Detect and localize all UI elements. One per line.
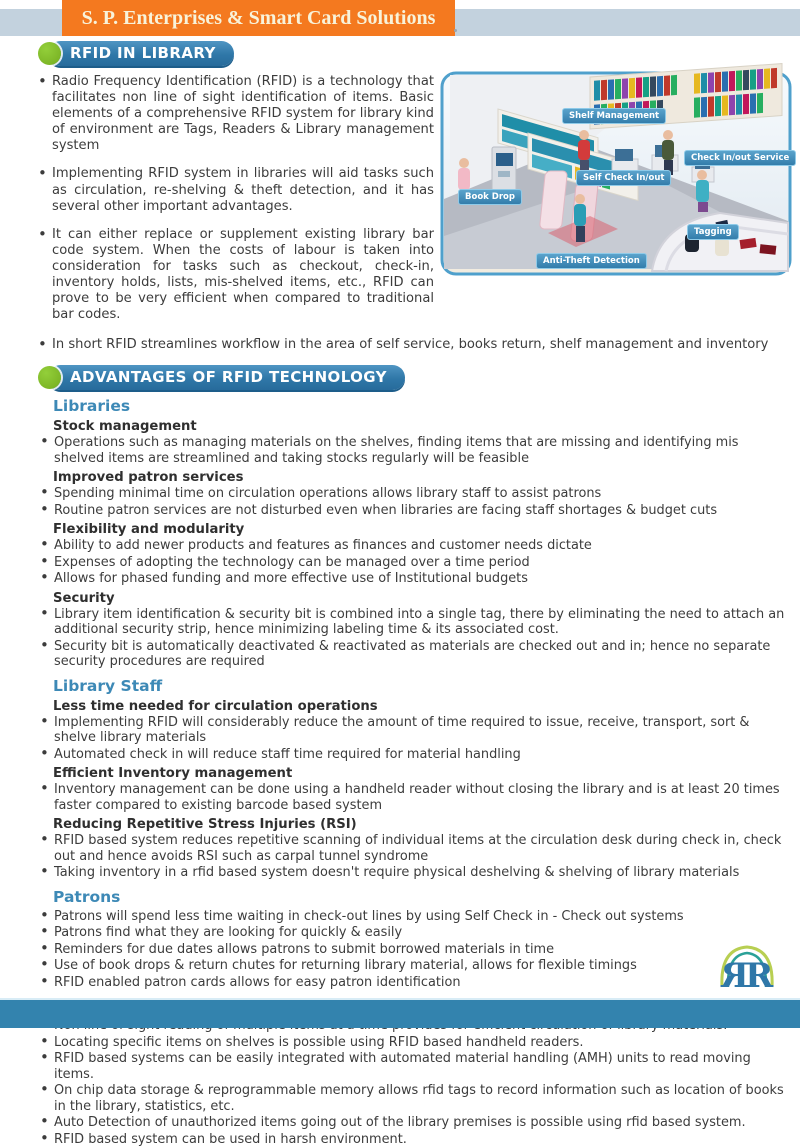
- company-banner: [62, 0, 455, 36]
- print-artifact: [454, 29, 457, 32]
- bullet-item: • RFID enabled patron cards allows for easy patron identification: [40, 975, 786, 991]
- subheading-flexibility-modularity: Flexibility and modularity: [53, 522, 245, 538]
- bullet-item: • In short RFID streamlines workflow in the area of self service, books return, shelf management and inventory: [38, 337, 786, 353]
- section-title-rfid-in-library: RFID IN LIBRARY: [48, 41, 234, 66]
- bullet-list: [40, 782, 786, 813]
- bullet-item: • Spending minimal time on circulation operations allows library staff to assist patrons: [40, 486, 786, 502]
- bullet-item: • Auto Detection of unauthorized items going out of the library premises is possible using rfid based system.: [40, 1115, 786, 1131]
- subheading-stock-management: Stock management: [53, 419, 197, 435]
- bullet-list: [40, 435, 786, 466]
- label-shelf-management: Shelf Management: [562, 108, 666, 124]
- bullet-item: • Implementing RFID will considerably reduce the amount of time required to issue, receive, transport, sort & shelve library materials: [40, 715, 786, 746]
- subheading-improved-patron-services: Improved patron services: [53, 470, 244, 486]
- bullet-item: • Ability to add newer products and features as finances and customer needs dictate: [40, 538, 786, 554]
- bullet-item: • Taking inventory in a rfid based system doesn't require physical deshelving & shelving of library materials: [40, 865, 786, 881]
- group-heading-library-staff: Library Staff: [53, 676, 163, 695]
- bullet-list: [40, 833, 786, 881]
- intro-summary-list: [38, 337, 786, 353]
- intro-text-column: [38, 71, 434, 335]
- bullet-item: • On chip data storage & reprogrammable memory allows rfid tags to record information such as location of books in the library, statistics, etc.: [40, 1083, 786, 1114]
- footer-bar: [0, 998, 800, 1028]
- bullet-list: [40, 1018, 786, 1147]
- bullet-list: [40, 607, 786, 670]
- label-tagging: Tagging: [687, 224, 739, 240]
- bullet-item: • Implementing RFID system in libraries will aid tasks such as circulation, re-shelving & theft detection, and it has several other important advantages.: [38, 166, 434, 214]
- bullet-item: • Allows for phased funding and more effective use of Institutional budgets: [40, 571, 786, 587]
- company-logo-icon: [716, 937, 778, 995]
- bullet-list: [40, 715, 786, 763]
- green-bullet-icon: [38, 42, 61, 65]
- section-title-advantages: ADVANTAGES OF RFID TECHNOLOGY: [48, 365, 405, 390]
- section-header-rfid-in-library: [38, 40, 786, 66]
- bullet-list: [40, 909, 786, 991]
- svg-text:R: R: [720, 956, 749, 996]
- bullet-item: • Patrons will spend less time waiting in check-out lines by using Self Check in - Check out systems: [40, 909, 786, 925]
- label-anti-theft-detection: Anti-Theft Detection: [536, 253, 647, 269]
- subheading-less-time-circulation: Less time needed for circulation operations: [53, 698, 378, 714]
- page-content: [38, 40, 790, 1148]
- library-illustration: [440, 71, 792, 276]
- bullet-item: • Patrons find what they are looking for quickly & easily: [40, 925, 786, 941]
- label-self-check-inout: Self Check In/out: [576, 170, 671, 186]
- bullet-item: • Security bit is automatically deactivated & reactivated as materials are checked out and in; hence no separate security procedures are required: [40, 639, 786, 670]
- bullet-item: • Use of book drops & return chutes for returning library material, allows for flexible timings: [40, 958, 786, 974]
- bullet-list: [40, 486, 786, 518]
- bullet-item: • Library item identification & security bit is combined into a single tag, there by eliminating the need to attach an additional security strip, hence minimizing labeling time & its associated cost.: [40, 607, 786, 638]
- bullet-item: • Operations such as managing materials on the shelves, finding items that are missing and identifying mis shelved items are streamlined and taking stocks regularly will be feasible: [40, 435, 786, 466]
- bullet-item: • Expenses of adopting the technology can be managed over a time period: [40, 555, 786, 571]
- label-check-inout-service: Check In/out Service: [684, 150, 796, 166]
- bullet-item: • It can either replace or supplement existing library bar code system. When the costs of labour is taken into consideration for tasks such as checkout, check-in, inventory holds, lists, mis-shelved items, etc., RFID can prove to be very efficient when compared to traditional bar codes.: [38, 227, 434, 324]
- green-bullet-icon: [38, 366, 61, 389]
- group-library-staff: [38, 677, 786, 881]
- bullet-item: • Reminders for due dates allows patrons to submit borrowed materials in time: [40, 942, 786, 958]
- company-name: S. P. Enterprises & Smart Card Solutions: [81, 6, 436, 29]
- group-heading-libraries: Libraries: [53, 397, 131, 416]
- label-book-drop: Book Drop: [458, 189, 522, 205]
- bullet-item: • RFID based system reduces repetitive scanning of individual items at the circulation desk during check in, check out and hence avoids RSI such as carpal tunnel syndrome: [40, 833, 786, 864]
- intro-section: [38, 71, 790, 335]
- bullet-item: • RFID based system can be used in harsh environment.: [40, 1132, 786, 1148]
- group-patrons: [38, 888, 786, 991]
- bullet-list: [40, 538, 786, 587]
- bullet-item: • Automated check in will reduce staff time required for material handling: [40, 747, 786, 763]
- group-heading-patrons: Patrons: [53, 887, 121, 906]
- section-header-advantages: [38, 364, 786, 390]
- intro-bullet-list: [38, 74, 434, 323]
- bullet-item: • Routine patron services are not disturbed even when libraries are facing staff shortages & budget cuts: [40, 503, 786, 519]
- bullet-item: • Inventory management can be done using a handheld reader without closing the library and is at least 20 times faster compared to existing barcode based system: [40, 782, 786, 813]
- group-libraries: [38, 397, 786, 670]
- bullet-item: • RFID based systems can be easily integrated with automated material handling (AMH) units to read moving items.: [40, 1051, 786, 1082]
- subheading-reducing-rsi: Reducing Repetitive Stress Injuries (RSI): [53, 817, 357, 833]
- subheading-efficient-inventory: Efficient Inventory management: [53, 766, 293, 782]
- bullet-item: • Radio Frequency Identification (RFID) is a technology that facilitates non line of sight identification of items. Basic elements of a comprehensive RFID system for library kind of environment are Tags, Readers & Library management system: [38, 74, 434, 154]
- bullet-item: • Locating specific items on shelves is possible using RFID based handheld readers.: [40, 1035, 786, 1051]
- subheading-security: Security: [53, 590, 115, 606]
- svg-text:R: R: [745, 956, 774, 996]
